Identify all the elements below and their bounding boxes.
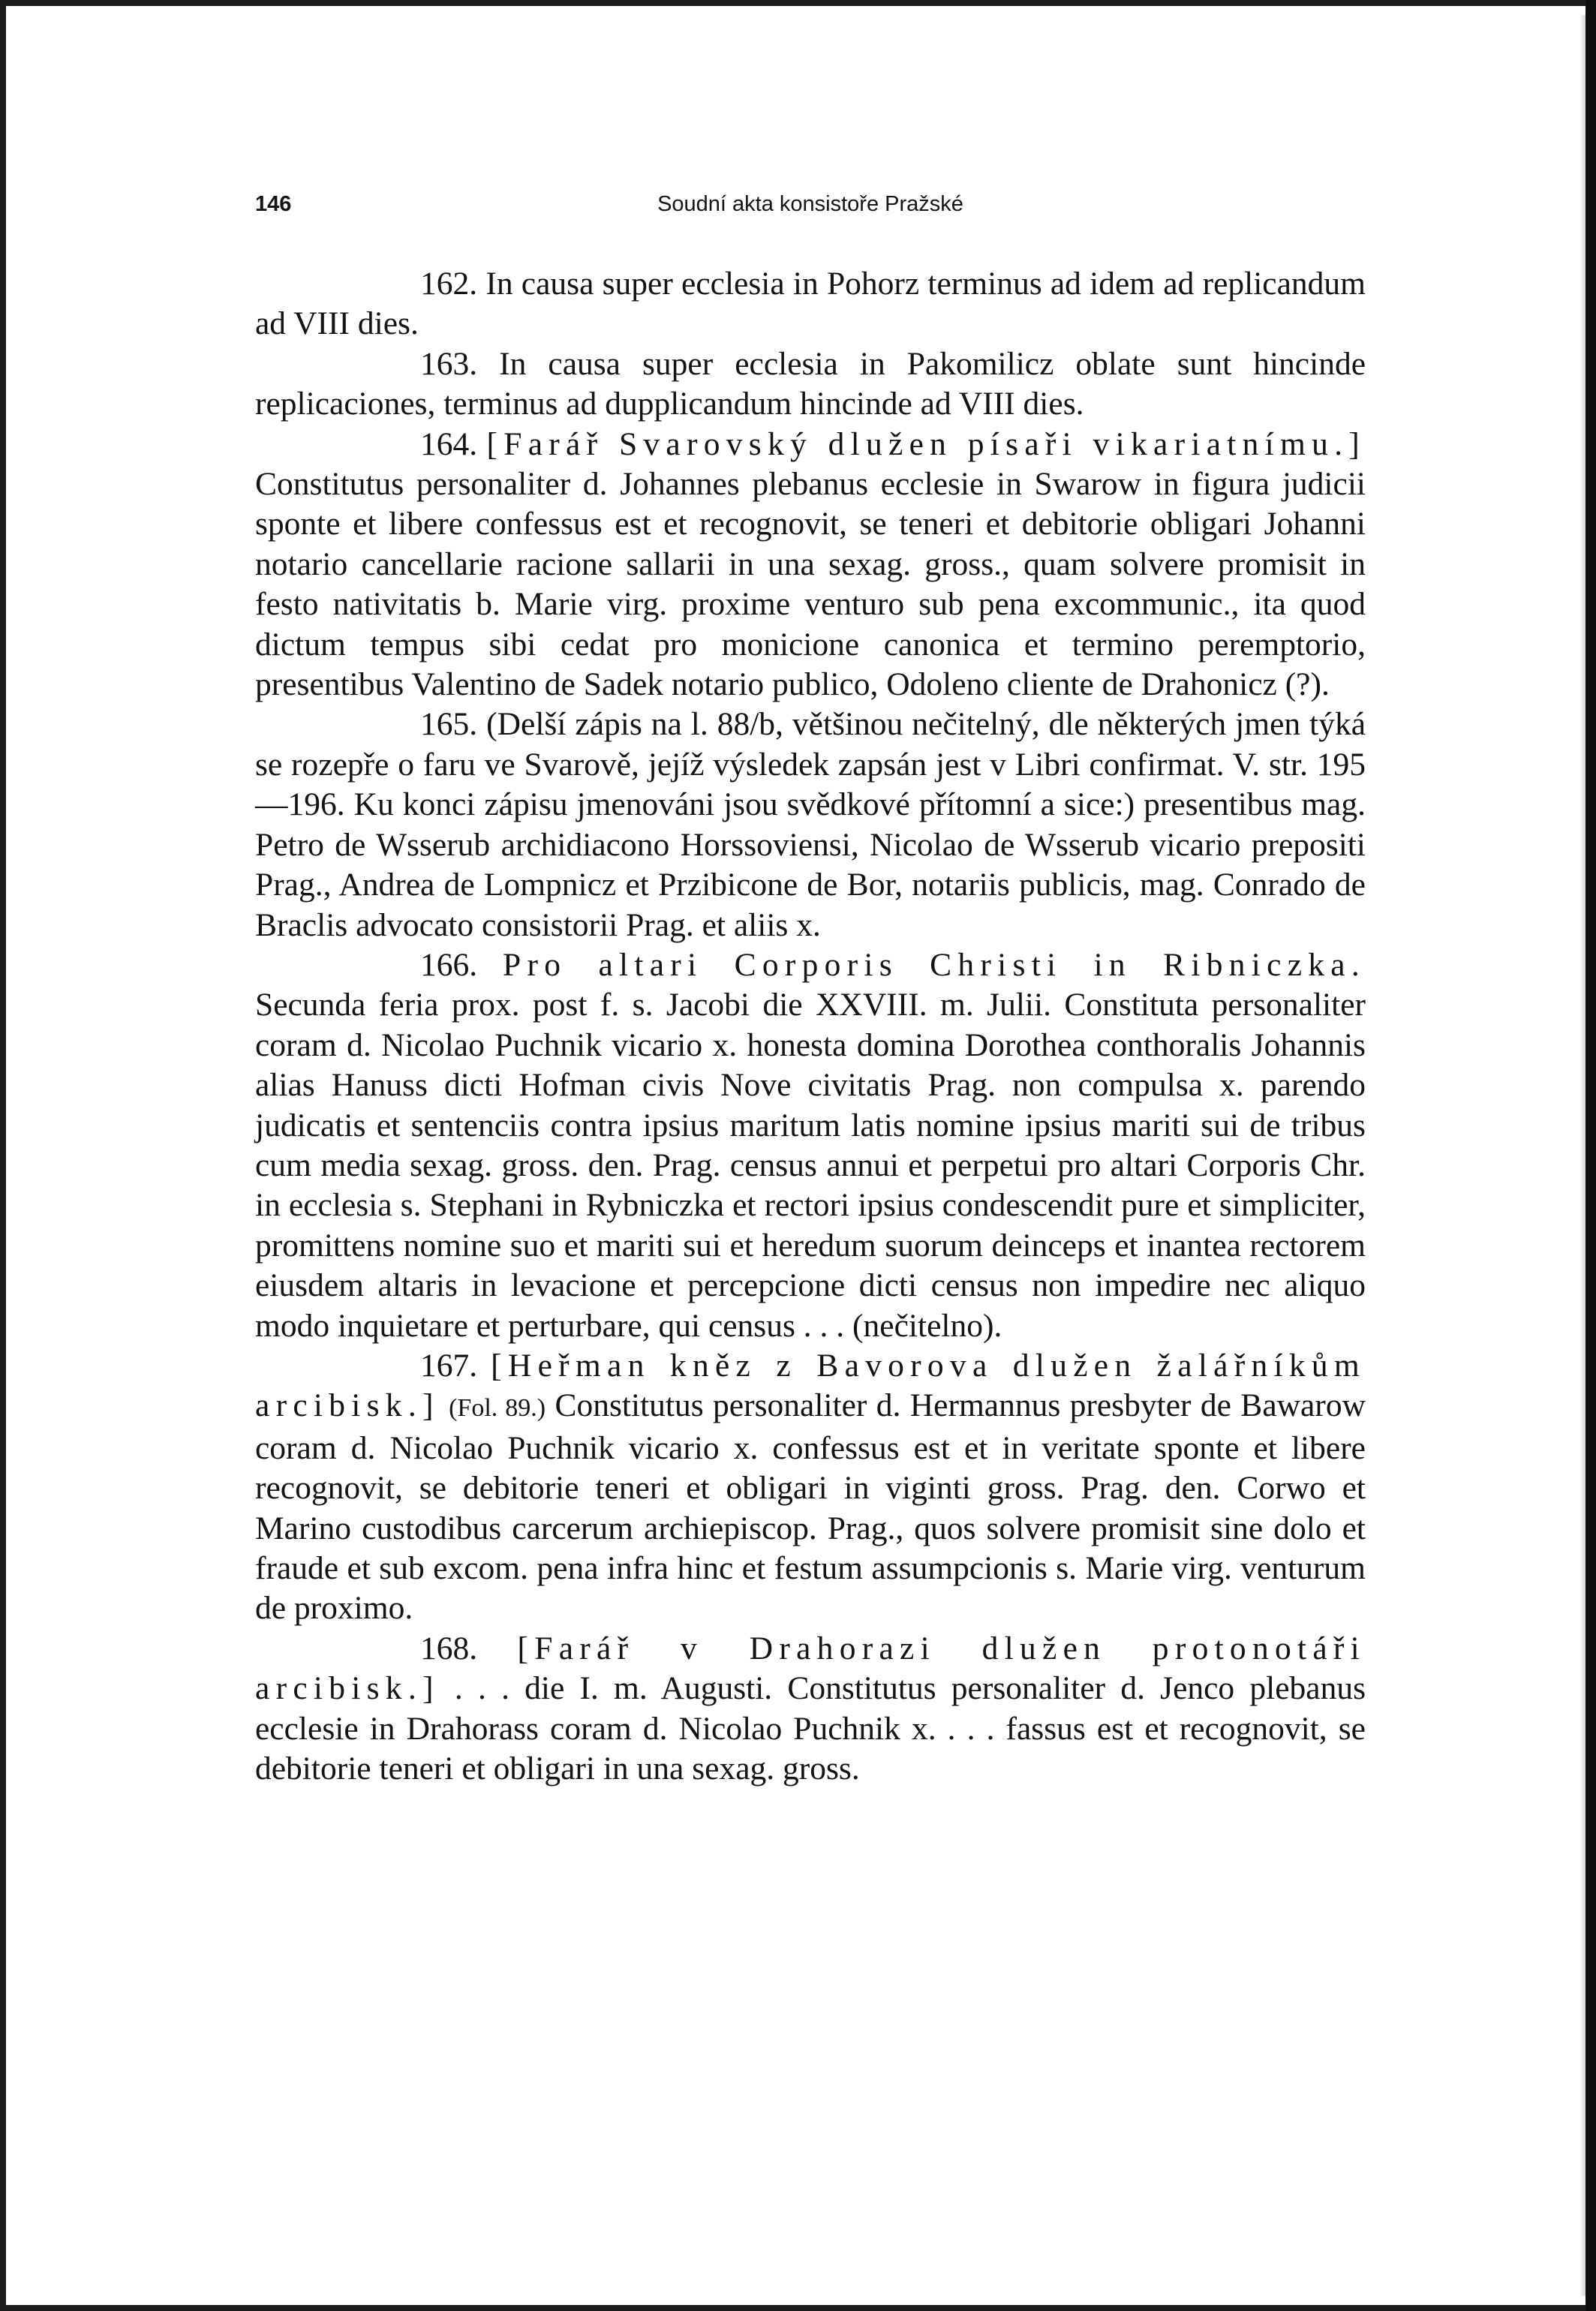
entry-165 <box>255 705 1366 945</box>
entry-number: 167. <box>420 1347 478 1384</box>
entry-163 <box>255 344 1366 425</box>
entry-168 <box>255 1629 1366 1790</box>
entry-text: In causa super ecclesia in Pohorz terminus ad idem ad replicandum ad VIII dies. <box>255 266 1366 342</box>
entry-text: Constitutus personaliter d. Hermannus presbyter de Bawarow coram d. Nicolao Puchnik vicario x. confessus est et in veritate sponte et libere recognovit, se debitorie teneri et obligari in viginti gross. Prag. den. Corwo et Marino custodibus carcerum archiepiscop. Prag., quos solvere promisit sine dolo et fraude et sub excom. pena infra hinc et festum assumpcionis s. Marie virg. venturum de proximo. <box>255 1387 1366 1627</box>
body-text <box>255 264 1366 1789</box>
entry-number: 163. <box>420 345 478 382</box>
entry-166 <box>255 945 1366 1346</box>
entry-text: Secunda feria prox. post f. s. Jacobi die XXVIII. m. Julii. Constituta personaliter coram d. Nicolao Puchnik vicario x. honesta domina Dorothea conthoralis Johannis alias Hanuss dicti Hofman civis Nove civitatis Prag. non compulsa x. parendo judicatis et sentenciis contra ipsius maritum latis nomine ipsius mariti sui de tribus cum media sexag. gross. den. Prag. census annui et perpetui pro altari Corporis Chr. in ecclesia s. Stephani in Rybniczka et rectori ipsius condescendit pure et simpliciter, promittens nomine suo et mariti sui et heredum suorum deinceps et inantea rectorem eiusdem altaris in levacione et percepcione dicti census non impedire nec aliquo modo inquietare et perturbare, qui census . . . (nečitelno). <box>255 987 1366 1344</box>
book-spine-edge <box>1585 0 1596 2311</box>
entry-number: 166. <box>420 946 478 983</box>
entry-text: (Delší zápis na l. 88/b, většinou nečitelný, dle některých jmen týká se rozepře o faru ve Svarově, jejíž výsledek zapsán jest v Libri confirmat. V. str. 195—196. Ku konci zápisu jmenováni jsou svědkové přítomní a sice:) presentibus mag. Petro de Wsserub archidiacono Horssoviensi, Nicolao de Wsserub vicario prepositi Prag., Andrea de Lompnicz et Przibicone de Bor, notariis publicis, mag. Conrado de Braclis advocato consistorii Prag. et aliis x. <box>255 706 1366 943</box>
entry-number: 162. <box>420 266 478 302</box>
entry-number: 165. <box>420 706 478 743</box>
running-head <box>255 192 1366 222</box>
entry-heading: [Farář v Drahorazi dlužen protonotáři arcibisk.] <box>255 1630 1366 1707</box>
entry-heading: [Heřman kněz z Bavorova dlužen žalářníkům arcibisk.] <box>255 1347 1366 1424</box>
entry-number: 164. <box>420 425 478 462</box>
entry-heading: [Farář Svarovský dlužen písaři vikariatnímu.] <box>486 425 1366 462</box>
entry-162 <box>255 264 1366 344</box>
page-gutter-shadow <box>1579 15 1585 2296</box>
folio-reference: (Fol. 89.) <box>449 1394 546 1423</box>
entry-number: 168. <box>420 1630 478 1666</box>
entry-text: Constitutus personaliter d. Johannes plebanus ecclesie in Swarow in figura judicii sponte et libere confessus est et recognovit, se teneri et debitorie obligari Johanni notario cancellarie racione sallarii in una sexag. gross., quam solvere promisit in festo nativitatis b. Marie virg. proxime venturo sub pena excommunic., ita quod dictum tempus sibi cedat pro monicione canonica et termino peremptorio, presentibus Valentino de Sadek notario publico, Odoleno cliente de Drahonicz (?). <box>255 466 1366 703</box>
entry-text: . . . die I. m. Augusti. Constitutus personaliter d. Jenco plebanus ecclesie in Drahorass coram d. Nicolao Puchnik x. . . . fassus est et recognovit, se debitorie teneri et obligari in una sexag. gross. <box>255 1670 1366 1787</box>
page-number: 146 <box>255 192 292 216</box>
running-title: Soudní akta konsistoře Pražské <box>657 192 963 216</box>
entry-heading: Pro altari Corporis Christi in Ribniczka. <box>503 946 1366 983</box>
entry-text: In causa super ecclesia in Pakomilicz oblate sunt hincinde replicaciones, terminus ad dupplicandum hincinde ad VIII dies. <box>255 345 1366 422</box>
entry-164 <box>255 425 1366 705</box>
entry-167 <box>255 1346 1366 1629</box>
